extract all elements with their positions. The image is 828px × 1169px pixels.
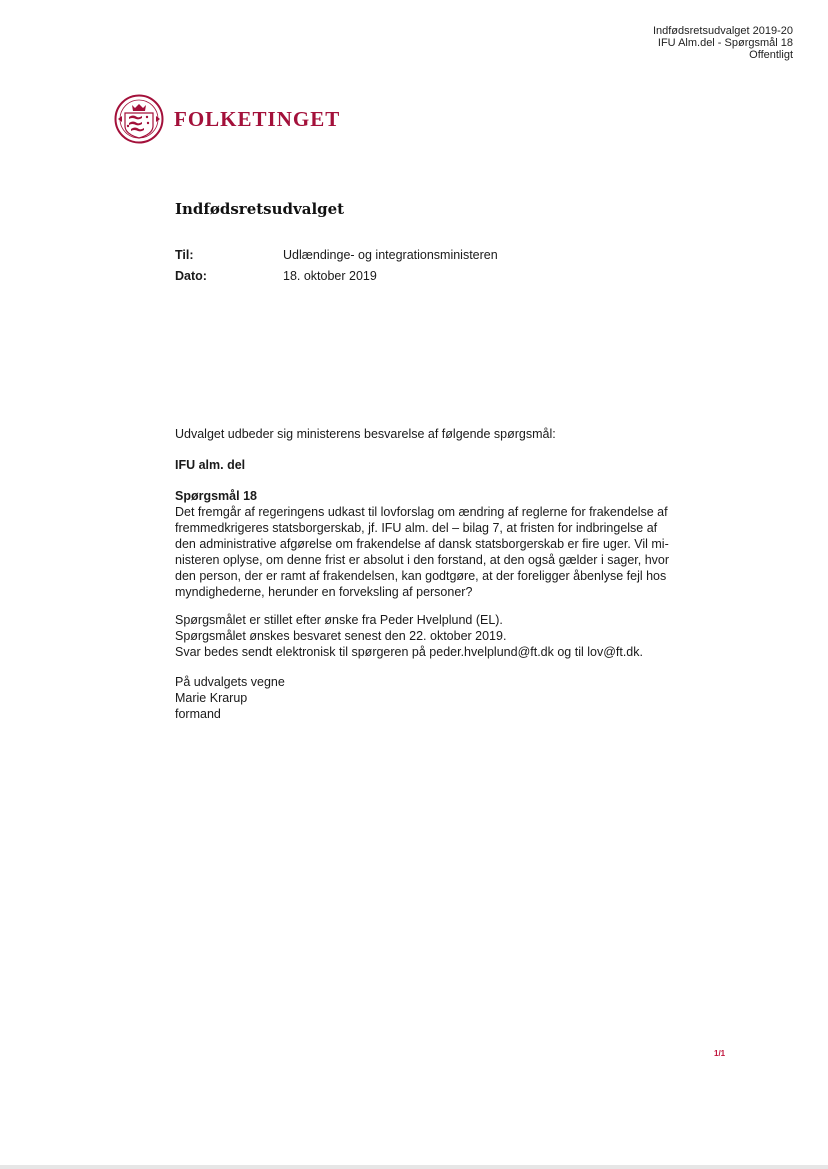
scan-edge xyxy=(0,1165,828,1169)
signature-role: formand xyxy=(175,707,221,721)
question-line: Det fremgår af regeringens udkast til lovforslag om ændring af reglerne for frakendelse af xyxy=(175,505,668,519)
notes-block xyxy=(175,612,643,660)
question-line: myndighederne, herunder en forveksling af personer? xyxy=(175,585,473,599)
signature-block xyxy=(175,674,285,722)
to-label: Til: xyxy=(175,248,194,262)
intro-text: Udvalget udbeder sig ministerens besvarelse af følgende spørgsmål: xyxy=(175,427,556,441)
logo-text: FOLKETINGET xyxy=(174,106,341,131)
meta-block xyxy=(175,248,498,290)
deadline-text: Spørgsmålet ønskes besvaret senest den 22. oktober 2019. xyxy=(175,629,507,643)
signature-line: På udvalgets vegne xyxy=(175,675,285,689)
to-value: Udlændinge- og integrationsministeren xyxy=(283,248,498,262)
signature-name: Marie Krarup xyxy=(175,691,248,705)
meta-row-to xyxy=(175,248,498,269)
send-to-text: Svar bedes sendt elektronisk til spørgeren på peder.hvelplund@ft.dk og til lov@ft.dk. xyxy=(175,645,643,659)
question-block xyxy=(175,488,675,600)
meta-row-date xyxy=(175,269,498,290)
question-line: nisteren oplyse, om denne frist er absolut i den forstand, at den også gælder i sager, hvor xyxy=(175,553,670,567)
header-line-1: Indfødsretsudvalget 2019-20 xyxy=(652,25,793,37)
coat-of-arms-icon xyxy=(114,94,164,144)
question-line: den person, der er ramt af frakendelsen, kan godtgøre, at der foreligger åbenlyse fejl hos xyxy=(175,569,667,583)
question-title: Spørgsmål 18 xyxy=(175,489,257,503)
date-label: Dato: xyxy=(175,269,207,283)
committee-heading: Indfødsretsudvalget xyxy=(175,200,345,218)
header-stamp xyxy=(653,25,793,61)
folketinget-logo xyxy=(114,94,340,144)
question-line: den administrative afgørelse om frakendelse af dansk statsborgerskab er fire uger. Vil mi- xyxy=(175,537,669,551)
asked-by-text: Spørgsmålet er stillet efter ønske fra Peder Hvelplund (EL). xyxy=(175,613,503,627)
question-line: fremmedkrigeres statsborgerskab, jf. IFU alm. del – bilag 7, at fristen for indbringelse af xyxy=(175,521,658,535)
header-line-2: IFU Alm.del - Spørgsmål 18 xyxy=(657,37,793,49)
reference-text: IFU alm. del xyxy=(175,458,246,472)
date-value: 18. oktober 2019 xyxy=(283,269,377,283)
header-line-3: Offentligt xyxy=(749,49,793,61)
page-number: 1/1 xyxy=(714,1049,726,1058)
